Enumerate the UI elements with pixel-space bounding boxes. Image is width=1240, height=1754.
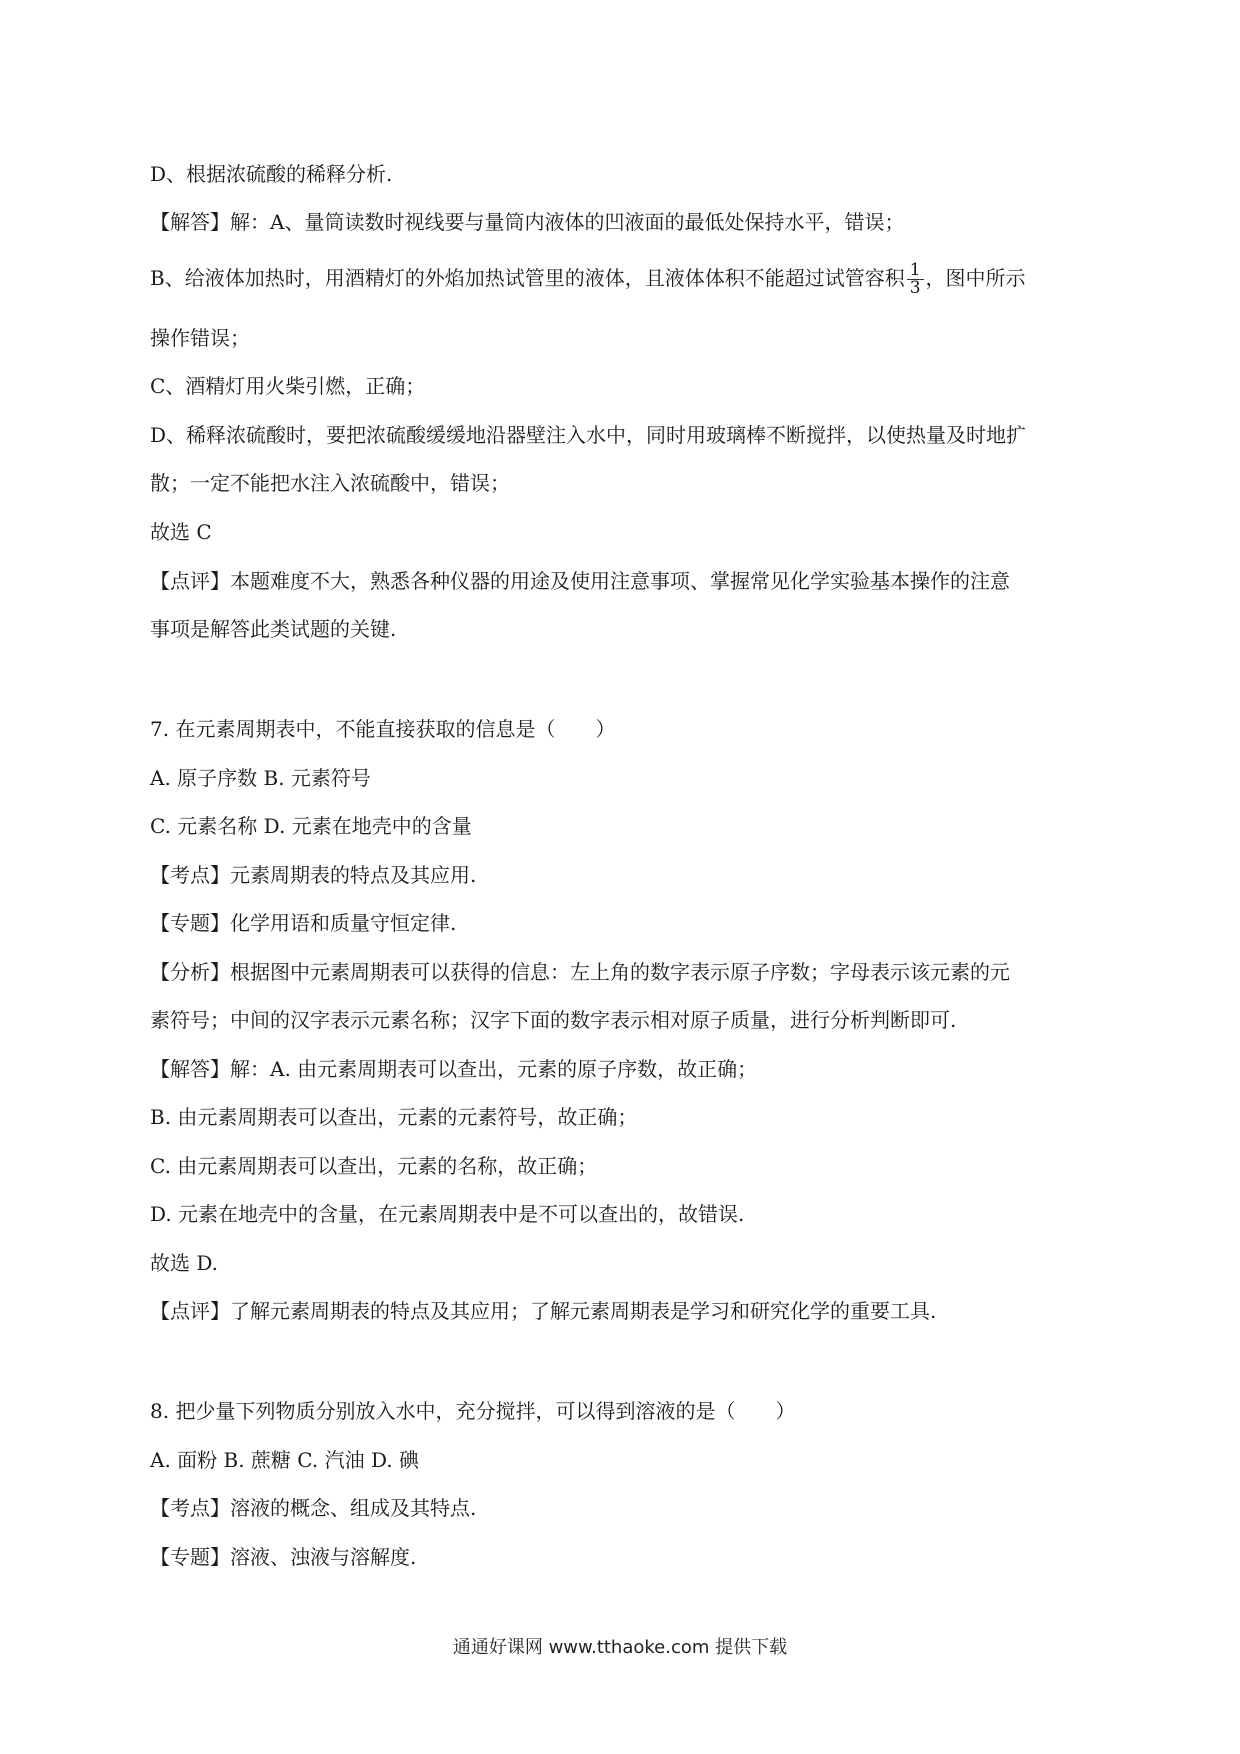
q7-kaodian: 【考点】元素周期表的特点及其应用. — [150, 863, 477, 887]
q8-kaodian: 【考点】溶液的概念、组成及其特点. — [150, 1496, 477, 1520]
q6-answer-b — [150, 262, 1100, 297]
q8-stem: 8. 把少量下列物质分别放入水中，充分搅拌，可以得到溶液的是（ ） — [150, 1399, 796, 1423]
q6-analysis-d: D、根据浓硫酸的稀释分析. — [150, 162, 393, 186]
q8-zhuanti: 【专题】溶液、浊液与溶解度. — [150, 1545, 417, 1569]
q7-fenxi: 【分析】根据图中元素周期表可以获得的信息：左上角的数字表示原子序数；字母表示该元素的元 — [150, 960, 1010, 984]
q7-jieda-c: C. 由元素周期表可以查出，元素的名称，故正确； — [150, 1154, 598, 1178]
q6-comment-cont: 事项是解答此类试题的关键. — [150, 617, 397, 641]
fraction-one-third — [907, 262, 924, 297]
q6-answer-d-cont: 散；一定不能把水注入浓硫酸中，错误； — [150, 471, 510, 495]
q8-options: A. 面粉 B. 蔗糖 C. 汽油 D. 碘 — [150, 1448, 419, 1472]
q7-zhuanti: 【专题】化学用语和质量守恒定律. — [150, 911, 457, 935]
q6-answer-b-tail: ，图中所示 — [925, 266, 1026, 290]
q6-answer-d: D、稀释浓硫酸时，要把浓硫酸缓缓地沿器壁注入水中，同时用玻璃棒不断搅拌，以使热量及时地扩 — [150, 423, 1027, 447]
q6-answer-b-text: B、给液体加热时，用酒精灯的外焰加热试管里的液体，且液体体积不能超过试管容积 — [150, 266, 905, 290]
q6-answer-c: C、酒精灯用火柴引燃，正确； — [150, 374, 426, 398]
q7-options-cd: C. 元素名称 D. 元素在地壳中的含量 — [150, 814, 472, 838]
q7-choice: 故选 D. — [150, 1251, 219, 1275]
q7-fenxi-cont: 素符号；中间的汉字表示元素名称；汉字下面的数字表示相对原子质量，进行分析判断即可. — [150, 1008, 957, 1032]
q7-jieda-a: 【解答】解：A. 由元素周期表可以查出，元素的原子序数，故正确； — [150, 1057, 758, 1081]
q6-answer-a: 【解答】解：A、量筒读数时视线要与量筒内液体的凹液面的最低处保持水平，错误； — [150, 210, 905, 234]
q6-comment: 【点评】本题难度不大，熟悉各种仪器的用途及使用注意事项、掌握常见化学实验基本操作的注意 — [150, 569, 1010, 593]
page-footer: 通通好课网 www.tthaoke.com 提供下载 — [452, 1637, 788, 1658]
q7-options-ab: A. 原子序数 B. 元素符号 — [150, 766, 371, 790]
q6-choice: 故选 C — [150, 520, 212, 544]
q7-dianping: 【点评】了解元素周期表的特点及其应用；了解元素周期表是学习和研究化学的重要工具. — [150, 1299, 937, 1323]
fraction-numerator: 1 — [907, 262, 924, 280]
q7-jieda-d: D. 元素在地壳中的含量，在元素周期表中是不可以查出的，故错误. — [150, 1202, 745, 1226]
q6-answer-b-cont: 操作错误； — [150, 326, 250, 350]
q7-jieda-b: B. 由元素周期表可以查出，元素的元素符号，故正确； — [150, 1105, 638, 1129]
fraction-denominator: 3 — [909, 278, 921, 298]
q7-stem: 7. 在元素周期表中，不能直接获取的信息是（ ） — [150, 717, 616, 741]
